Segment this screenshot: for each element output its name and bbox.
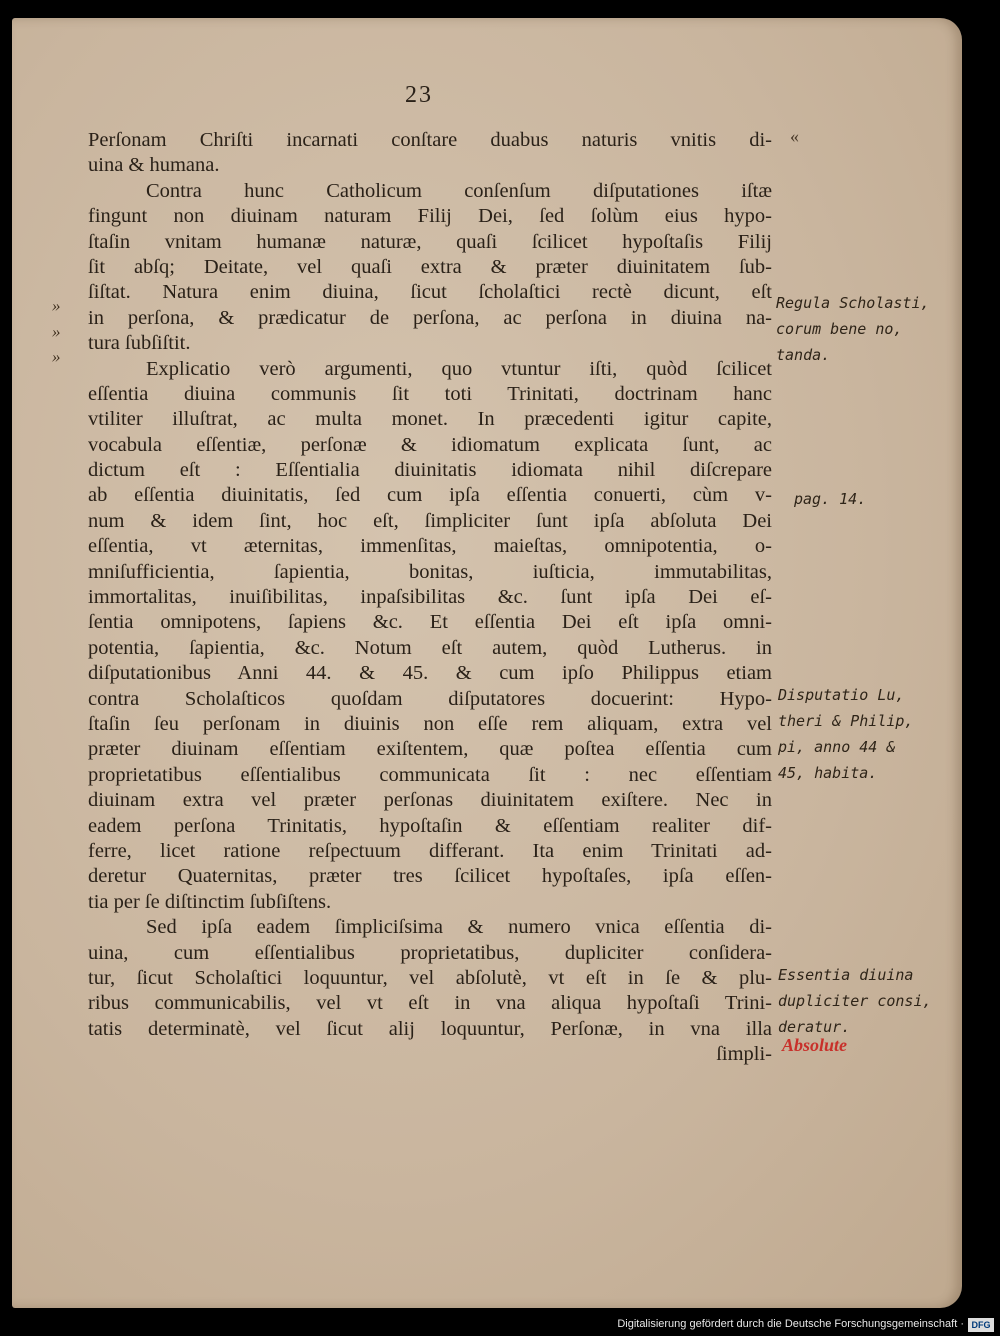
- text-line: eadem perſona Trinitatis, hypoſtaſin & eſſentiam realiter dif-: [88, 814, 772, 837]
- margin-mark-left: »: [52, 296, 61, 315]
- text-line: ſtaſin ſeu perſonam in diuinis non eſſe rem aliquam, extra vel: [88, 712, 772, 735]
- text-line: contra Scholaſticos quoſdam diſputatores docuerint: Hypo-: [88, 687, 772, 710]
- text-line: proprietatibus eſſentialibus communicata ſit : nec eſſentiam: [88, 763, 772, 786]
- text-line: dictum eſt : Eſſentialia diuinitatis idiomata nihil diſcrepare: [88, 459, 772, 482]
- text-line: ſit abſq; Deitate, vel quaſi extra & præter diuinitatem ſub-: [88, 255, 772, 278]
- text-line: Sed ipſa eadem ſimpliciſsima & numero vnica eſſentia di-: [146, 916, 772, 939]
- margin-note: Essentia diuina dupliciter consi, deratur.: [778, 966, 932, 1036]
- margin-mark-left: »: [52, 347, 61, 366]
- page-number: 23: [405, 82, 433, 108]
- text-line: præter diuinam eſſentiam exiſtentem, quæ poſtea eſſentia cum: [88, 738, 772, 761]
- text-line: deretur Quaternitas, præter tres ſcilicet hypoſtaſes, ipſa eſſen-: [88, 865, 772, 888]
- text-line: vocabula eſſentiæ, perſonæ & idiomatum explicata ſunt, ac: [88, 433, 772, 456]
- text-line: tura ſubſiſtit.: [88, 332, 191, 355]
- text-line: fingunt non diuinam naturam Filij Dei, ſed ſolùm eius hypo-: [88, 205, 772, 228]
- text-line: diuinam extra vel præter perſonas diuinitatem exiſtere. Nec in: [88, 789, 772, 812]
- margin-note-red: Absolute: [782, 1035, 848, 1055]
- margin-note: Regula Scholasti, corum bene no, tanda.: [776, 294, 930, 364]
- text-line: tia per ſe diſtinctim ſubſiſtens.: [88, 890, 332, 913]
- margin-mark-right: «: [790, 126, 799, 146]
- text-line: ferre, licet ratione reſpectuum differant. Ita enim Trinitati ad-: [88, 839, 772, 862]
- text-line: ab eſſentia diuinitatis, ſed cum ipſa eſſentia conuerti, cùm v-: [88, 484, 772, 507]
- text-line: mniſufficientia, ſapientia, bonitas, iuſticia, immutabilitas,: [88, 560, 772, 583]
- text-line: ſentia omnipotens, ſapiens &c. Et eſſentia Dei eſt ipſa omni-: [88, 611, 772, 634]
- text-line: tur, ſicut Scholaſtici loquuntur, vel abſolutè, vt eſt in ſe & plu-: [88, 966, 772, 989]
- text-line: Perſonam Chriſti incarnati conſtare duabus naturis vnitis di-: [88, 129, 772, 151]
- text-line: potentia, ſapientia, &c. Notum eſt autem, quòd Lutherus. in: [88, 636, 772, 659]
- text-line: vtiliter illuſtrat, ac multa monet. In præcedenti igitur capite,: [88, 408, 772, 431]
- footer-credit: Digitalisierung gefördert durch die Deutsche Forschungsgemeinschaft ·: [617, 1318, 964, 1330]
- margin-mark-left: »: [52, 322, 61, 341]
- body-text: [88, 128, 772, 1067]
- text-line: diſputationibus Anni 44. & 45. & cum ipſo Philippus etiam: [88, 662, 772, 685]
- text-line: immortalitas, inuiſibilitas, inpaſsibilitas &c. ſunt ipſa Dei eſ-: [88, 586, 772, 609]
- text-line: eſſentia diuina communis ſit toti Trinitati, doctrinam hanc: [88, 382, 772, 405]
- text-line: tatis determinatè, vel ſicut alij loquuntur, Perſonæ, in vna illa: [88, 1017, 772, 1040]
- dfg-logo: DFG: [968, 1318, 994, 1332]
- text-line: ribus communicabilis, vel vt eſt in vna aliqua hypoſtaſi Trini-: [88, 992, 772, 1015]
- margin-note: Disputatio Lu, theri & Philip, pi, anno 44 & 45, habita.: [778, 686, 914, 782]
- text-line: num & idem ſint, hoc eſt, ſimpliciter ſunt ipſa abſoluta Dei: [88, 509, 772, 532]
- margin-note: pag. 14.: [794, 490, 867, 508]
- catchword: ſimpli-: [716, 1043, 772, 1066]
- text-line: uina, cum eſſentialibus proprietatibus, dupliciter conſidera-: [88, 941, 772, 964]
- text-line: eſſentia, vt æternitas, immenſitas, maieſtas, omnipotentia, o-: [88, 535, 772, 558]
- text-line: Explicatio verò argumenti, quo vtuntur iſti, quòd ſcilicet: [146, 357, 772, 380]
- text-line: Contra hunc Catholicum conſenſum diſputationes iſtæ: [146, 179, 772, 202]
- text-line: ſiſtat. Natura enim diuina, ſicut ſcholaſtici rectè dicunt, eſt: [88, 281, 772, 304]
- text-line: ſtaſin vnitam humanæ naturæ, quaſi ſcilicet hypoſtaſis Filij: [88, 230, 772, 253]
- text-line: in perſona, & prædicatur de perſona, ac perſona in diuina na-: [88, 306, 772, 329]
- text-line: uina & humana.: [88, 154, 220, 177]
